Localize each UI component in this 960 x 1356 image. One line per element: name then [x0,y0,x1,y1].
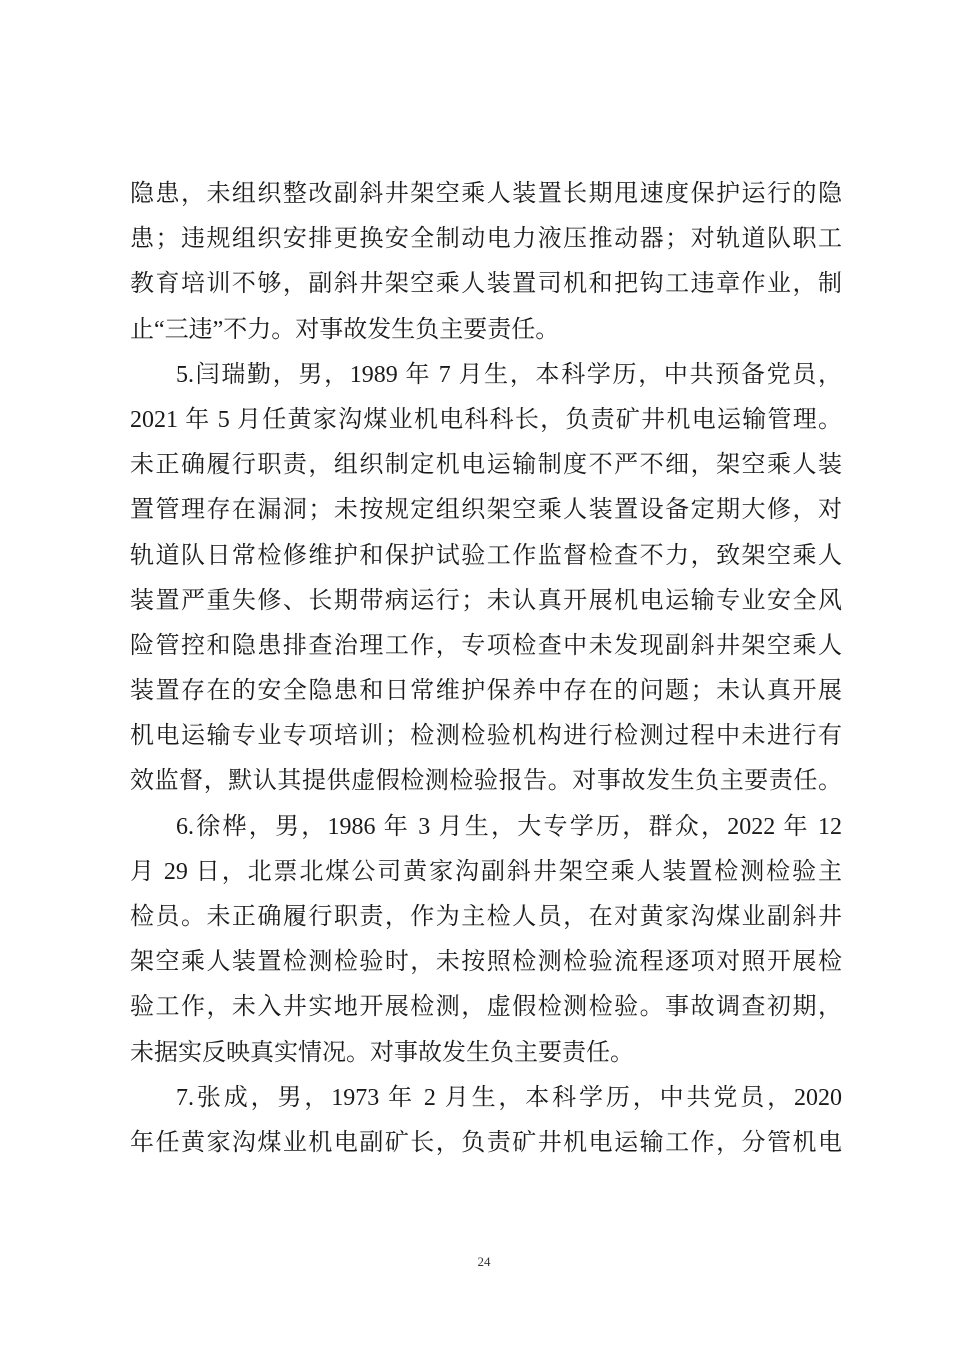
page-number: 24 [477,1254,491,1269]
text-line: 教育培训不够，副斜井架空乘人装置司机和把钩工违章作业，制 [130,271,842,298]
text-line: 险管控和隐患排查治理工作，专项检查中未发现副斜井架空乘人 [130,632,842,659]
text-line: 止“三违”不力。对事故发生负主要责任。 [130,316,560,343]
text-line: 7.张成，男，1973 年 2 月生，本科学历，中共党员，2020 [176,1084,842,1111]
text-line: 患；违规组织安排更换安全制动电力液压推动器；对轨道队职工 [130,226,842,253]
text-line: 未据实反映真实情况。对事故发生负主要责任。 [130,1039,634,1066]
text-line: 验工作，未入井实地开展检测，虚假检测检验。事故调查初期， [130,994,842,1021]
text-line: 5.闫瑞勤，男，1989 年 7 月生，本科学历，中共预备党员， [176,361,842,388]
text-line: 检员。未正确履行职责，作为主检人员，在对黄家沟煤业副斜井 [130,904,842,930]
document-body [130,172,842,1166]
text-line: 架空乘人装置检测检验时，未按照检测检验流程逐项对照开展检 [130,949,842,976]
text-line: 轨道队日常检修维护和保护试验工作监督检查不力，致架空乘人 [130,542,842,569]
text-line: 效监督，默认其提供虚假检测检验报告。对事故发生负主要责任。 [130,768,842,795]
text-line: 装置存在的安全隐患和日常维护保养中存在的问题；未认真开展 [130,678,842,705]
text-line: 装置严重失修、长期带病运行；未认真开展机电运输专业安全风 [130,587,842,614]
text-line: 未正确履行职责，组织制定机电运输制度不严不细，架空乘人装 [130,452,842,479]
text-line: 机电运输专业专项培训；检测检验机构进行检测过程中未进行有 [130,723,842,750]
text-line: 置管理存在漏洞；未按规定组织架空乘人装置设备定期大修，对 [130,497,842,524]
text-line: 隐患，未组织整改副斜井架空乘人装置长期甩速度保护运行的隐 [130,181,842,207]
text-line: 年任黄家沟煤业机电副矿长，负责矿井机电运输工作，分管机电 [130,1129,842,1156]
text-line: 月 29 日，北票北煤公司黄家沟副斜井架空乘人装置检测检验主 [130,858,842,885]
text-line: 2021 年 5 月任黄家沟煤业机电科科长，负责矿井机电运输管理。 [130,406,842,433]
text-line: 6.徐桦，男，1986 年 3 月生，大专学历，群众，2022 年 12 [176,813,842,840]
